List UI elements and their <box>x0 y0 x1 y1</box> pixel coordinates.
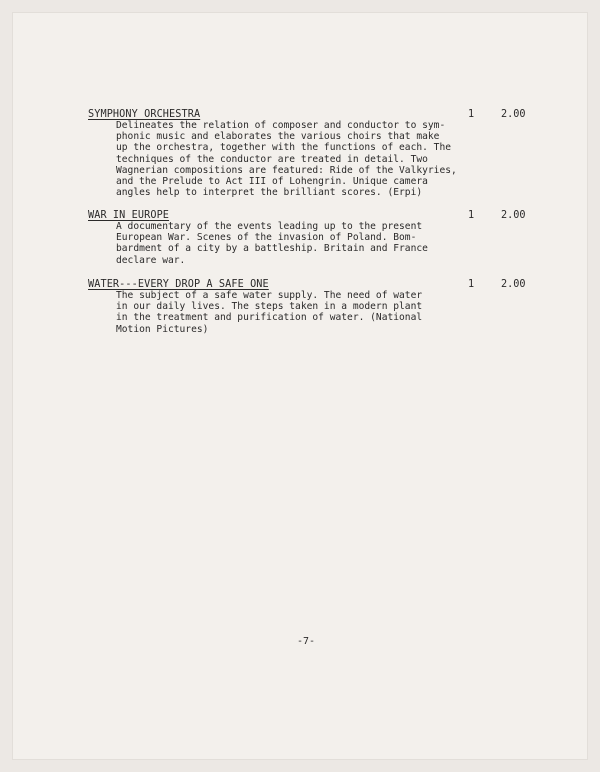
description-line: and the Prelude to Act III of Lohengrin. Unique camera <box>116 176 428 188</box>
description-line: Delineates the relation of composer and conductor to sym- <box>116 120 446 131</box>
description-line: bardment of a city by a battleship. Britain and France <box>116 243 428 255</box>
description-line: A documentary of the events leading up to the present <box>116 221 423 232</box>
description-line: Wagnerian compositions are featured: Ride of the Valkyries, <box>116 164 457 176</box>
entry-description <box>116 221 428 266</box>
page-number: -7- <box>296 636 316 647</box>
entry-quantity: 1 <box>468 109 475 120</box>
description-line: in our daily lives. The steps taken in a modern plant <box>116 301 423 313</box>
description-line: phonic music and elaborates the various choirs that make <box>116 131 440 143</box>
description-line: up the orchestra, together with the functions of each. The <box>116 142 452 154</box>
entry-quantity: 1 <box>468 210 475 221</box>
entry-price: 2.00 <box>501 109 526 120</box>
entry-description <box>116 290 422 335</box>
description-line: The subject of a safe water supply. The need of water <box>116 290 423 301</box>
description-line: in the treatment and purification of water. (National <box>116 312 423 324</box>
description-line: Motion Pictures) <box>116 323 209 335</box>
entry-description <box>116 120 457 198</box>
entry-price: 2.00 <box>501 210 526 221</box>
description-line: angles help to interpret the brilliant scores. (Erpi) <box>116 187 423 199</box>
entry-quantity: 1 <box>468 279 475 290</box>
entry-title: WAR IN EUROPE <box>88 210 170 221</box>
entry-title: SYMPHONY ORCHESTRA <box>88 109 201 120</box>
description-line: European War. Scenes of the invasion of Poland. Bom- <box>116 232 417 244</box>
description-line: declare war. <box>116 254 186 266</box>
entry-title: WATER---EVERY DROP A SAFE ONE <box>88 279 269 290</box>
entry-price: 2.00 <box>501 279 526 290</box>
description-line: techniques of the conductor are treated in detail. Two <box>116 153 428 165</box>
